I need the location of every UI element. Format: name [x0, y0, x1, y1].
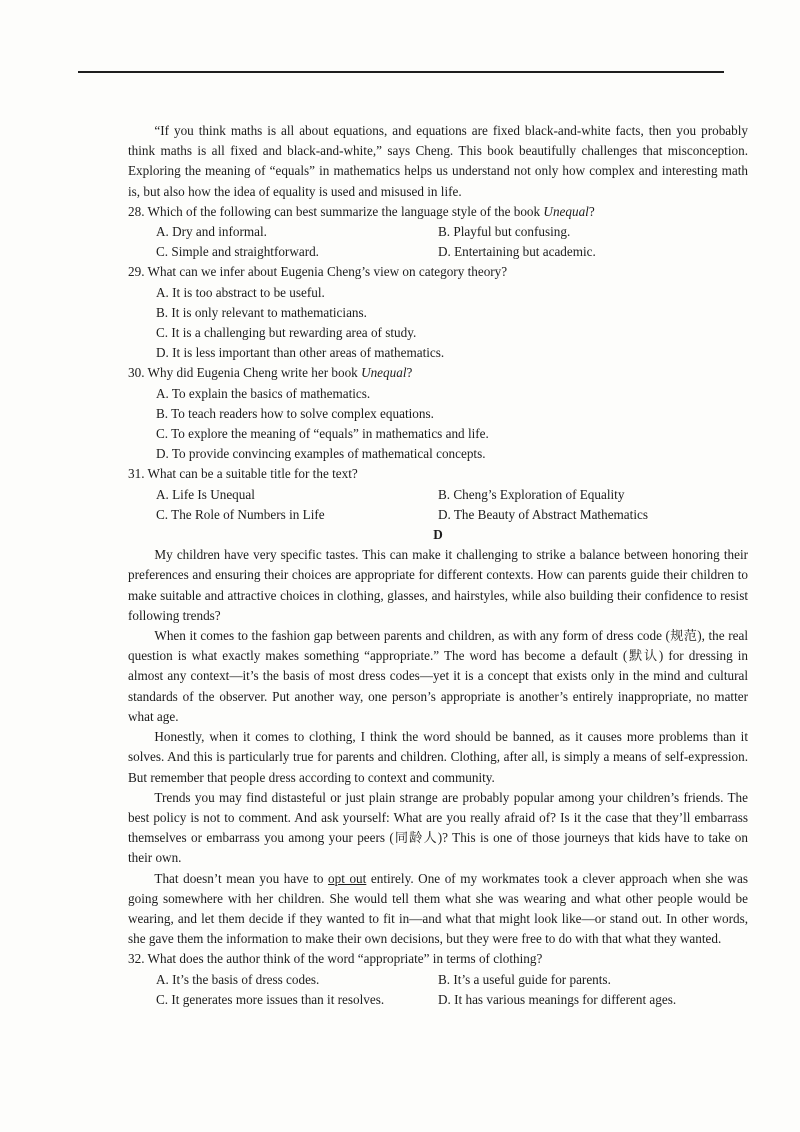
underlined-phrase: opt out [328, 870, 367, 886]
option-32-d: D. It has various meanings for different ages. [438, 991, 677, 1007]
question-30-stem [128, 363, 748, 383]
option-32-b: B. It’s a useful guide for parents. [438, 971, 611, 987]
option-28-d: D. Entertaining but academic. [438, 244, 596, 260]
option-30-a: A. To explain the basics of mathematics. [156, 385, 371, 401]
option-30-d: D. To provide convincing examples of mathematical concepts. [156, 446, 486, 462]
option-32-c: C. It generates more issues than it resolves. [156, 991, 385, 1007]
book-title: Unequal [543, 203, 589, 219]
question-28-stem [128, 202, 748, 222]
option-30-c: C. To explore the meaning of “equals” in mathematics and life. [156, 426, 489, 442]
question-28-stem-text: 28. Which of the following can best summarize the language style of the book [128, 203, 544, 219]
option-31-a: A. Life Is Unequal [156, 486, 255, 502]
option-31-c: C. The Role of Numbers in Life [156, 506, 325, 522]
passage-d-paragraph-1: My children have very specific tastes. This can make it challenging to strike a balance between honoring their preferences and ensuring their choices are appropriate for different contexts. How can parents guide their children to make suitable and attractive choices in clothing, glasses, and hairstyles, while also building their confidence to resist following trends? [128, 547, 748, 623]
top-rule [78, 71, 724, 73]
passage-d-paragraph-5 [128, 869, 748, 950]
option-28-c: C. Simple and straightforward. [156, 244, 319, 260]
question-mark: ? [406, 365, 413, 381]
option-32-a: A. It’s the basis of dress codes. [156, 971, 320, 987]
passage-d-paragraph-2: When it comes to the fashion gap between parents and children, as with any form of dress code (规范), the real question is what exactly makes something “appropriate.” The word has become a default (默认) for dressing in almost any context—it’s the basis of most dress codes—yet it is a concept that exists only in the mind and cultural standards of the observer. Put another way, one person’s appropriate is another’s entirely inappropriate, no matter what age. [128, 628, 748, 724]
option-29-a: A. It is too abstract to be useful. [156, 284, 325, 300]
passage-d-paragraph-4: Trends you may find distasteful or just plain strange are probably popular among your children’s friends. The best policy is not to comment. And ask yourself: What are you really afraid of? Is it the case that they’ll embarrass themselves or embarrass you among your peers (同龄人)? This is one of those journeys that kids have to take on their own. [128, 789, 748, 866]
question-28 [128, 202, 748, 263]
page-body [128, 121, 748, 1010]
question-31-stem: 31. What can be a suitable title for the text? [128, 466, 358, 482]
passage-c-conclusion: “If you think maths is all about equations, and equations are fixed black-and-white facts, then you probably think maths is all fixed and black-and-white,” says Cheng. This book beautifully challenges that misconception. Exploring the meaning of “equals” in mathematics helps us understand not only how complex and interesting math is, but also how the idea of equality is used and misused in life. [128, 123, 748, 199]
option-29-b: B. It is only relevant to mathematicians. [156, 304, 367, 320]
option-29-d: D. It is less important than other areas of mathematics. [156, 345, 445, 361]
book-title: Unequal [361, 365, 407, 381]
option-28-b: B. Playful but confusing. [438, 224, 571, 240]
option-31-b: B. Cheng’s Exploration of Equality [438, 486, 625, 502]
question-29 [128, 262, 748, 363]
section-heading-d: D [433, 527, 443, 543]
option-28-a: A. Dry and informal. [156, 224, 267, 240]
paragraph-5-text-start: That doesn’t mean you have to [154, 870, 329, 886]
question-mark: ? [588, 203, 595, 219]
passage-d-paragraph-3: Honestly, when it comes to clothing, I think the word should be banned, as it causes more problems than it solves. And this is particularly true for parents and children. Clothing, after all, is simply a means of self-expression. But remember that people dress according to context and community. [128, 729, 748, 785]
question-30-stem-text: 30. Why did Eugenia Cheng write her book [128, 365, 362, 381]
question-30 [128, 363, 748, 464]
option-31-d: D. The Beauty of Abstract Mathematics [438, 506, 648, 522]
option-29-c: C. It is a challenging but rewarding area of study. [156, 325, 417, 341]
question-29-stem: 29. What can we infer about Eugenia Cheng’s view on category theory? [128, 264, 508, 280]
question-32-stem: 32. What does the author think of the word “appropriate” in terms of clothing? [128, 951, 543, 967]
option-30-b: B. To teach readers how to solve complex equations. [156, 405, 434, 421]
question-32 [128, 949, 748, 1010]
paragraph-5-text-end: entirely. One of my workmates took a clever approach when she was going somewhere with her children. She would tell them what she was wearing and what other people would be wearing, and let them decide if they wanted to fit in—and what that might look like—or stand out. In other words, she gave them the information to make their own decisions, but they were free to do with that what they wanted. [128, 870, 749, 947]
question-31 [128, 464, 748, 525]
